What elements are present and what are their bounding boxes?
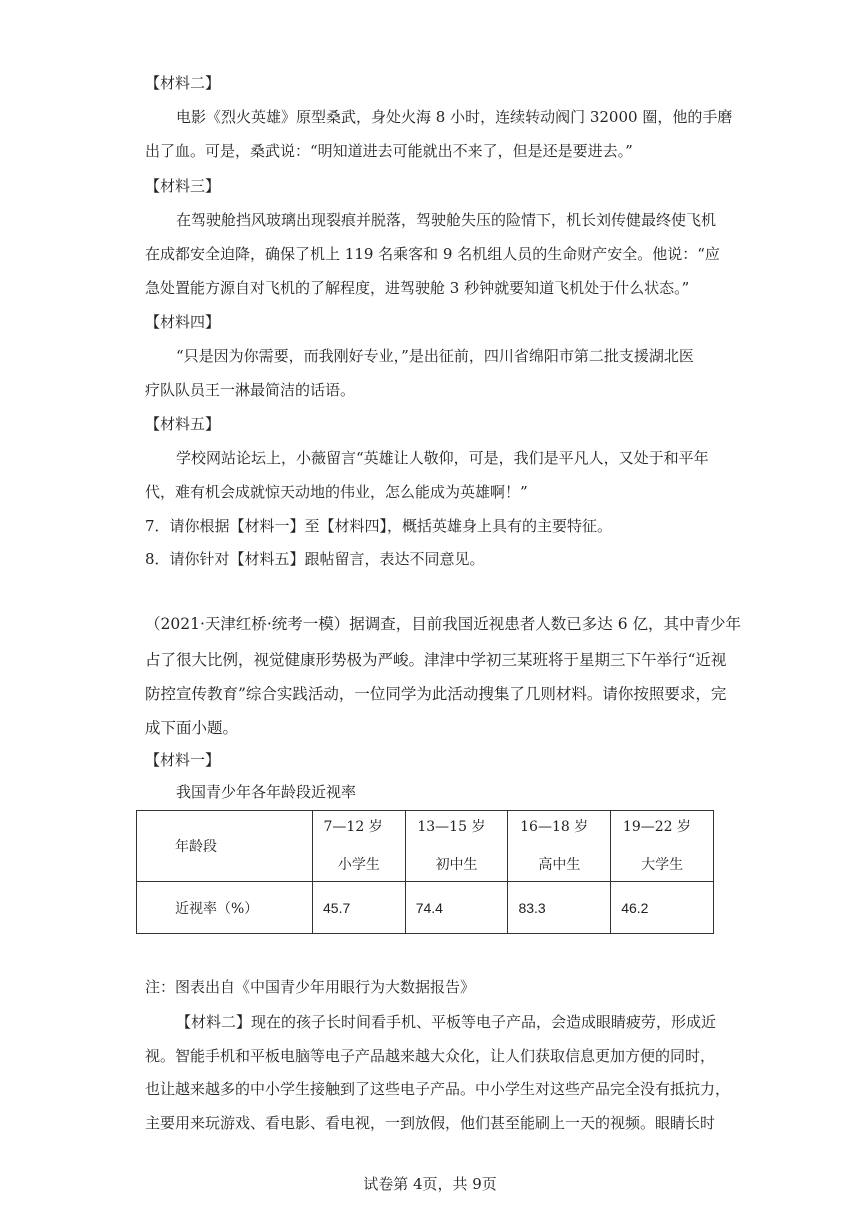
table-header-cell (405, 811, 508, 882)
table-note: 注：图表出自《中国青少年用眼行为大数据报告》 (145, 978, 476, 996)
age-range: 13—15 岁 (417, 819, 486, 835)
table-header-cell (313, 811, 406, 882)
paragraph-line: 代，难有机会成就惊天动地的伟业，怎么能成为英雄啊！” (145, 483, 528, 501)
material-1-heading: 【材料一】 (145, 751, 221, 769)
paragraph-line: 在驾驶舱挡风玻璃出现裂痕并脱落，驾驶舱失压的险情下，机长刘传健最终使飞机 (176, 211, 717, 229)
table-header-cell (611, 811, 714, 882)
table-row (137, 811, 714, 882)
rate-cell: 83.3 (508, 882, 611, 934)
paragraph-line: 急处置能方源自对飞机的了解程度，进驾驶舱 3 秒钟就要知道飞机处于什么状态。” (145, 279, 690, 297)
student-group: 大学生 (641, 857, 684, 873)
paragraph-line: 学校网站论坛上，小薇留言“英雄让人敬仰，可是，我们是平凡人，又处于和平年 (176, 449, 709, 467)
paragraph-line: 【材料二】现在的孩子长时间看手机、平板等电子产品，会造成眼睛疲劳，形成近 (176, 1013, 717, 1031)
question-8: 8．请你针对【材料五】跟帖留言，表达不同意见。 (145, 550, 485, 568)
myopia-rate-table (136, 810, 714, 934)
paragraph-line: 在成都安全迫降，确保了机上 119 名乘客和 9 名机组人员的生命财产安全。他说：“应 (145, 245, 720, 263)
age-range: 19—22 岁 (622, 819, 691, 835)
paragraph-line: 出了血。可是，桑武说：“明知道进去可能就出不来了，但是还是要进去。” (145, 142, 633, 160)
paragraph-line: 视。智能手机和平板电脑等电子产品越来越大众化，让人们获取信息更加方便的同时， (145, 1047, 716, 1065)
paragraph-line: 疗队队员王一淋最简洁的话语。 (145, 381, 356, 399)
rate-cell: 46.2 (611, 882, 714, 934)
paragraph-line: “只是因为你需要，而我刚好专业，”是出征前，四川省绵阳市第二批支援湖北医 (176, 347, 694, 365)
intro-line: （2021·天津红桥·统考一模）据调查，目前我国近视患者人数已多达 6 亿，其中青少年 (145, 615, 742, 633)
page-footer: 试卷第 4页，共 9页 (363, 1175, 497, 1193)
material-4-heading: 【材料四】 (145, 313, 221, 331)
table-row-header: 近视率（%） (137, 882, 313, 934)
table-caption: 我国青少年各年龄段近视率 (176, 783, 357, 801)
rate-cell: 45.7 (313, 882, 406, 934)
intro-line: 成下面小题。 (145, 719, 239, 737)
table-row (137, 882, 714, 934)
student-group: 初中生 (435, 857, 478, 873)
material-2-heading: 【材料二】 (145, 74, 221, 92)
question-7: 7．请你根据【材料一】至【材料四】，概括英雄身上具有的主要特征。 (145, 517, 613, 535)
student-group: 高中生 (538, 857, 581, 873)
rate-cell: 74.4 (405, 882, 508, 934)
intro-line: 占了很大比例，视觉健康形势极为严峻。津津中学初三某班将于星期三下午举行“近视 (145, 651, 727, 669)
student-group: 小学生 (337, 857, 380, 873)
material-5-heading: 【材料五】 (145, 415, 221, 433)
table-row-header: 年龄段 (137, 811, 313, 882)
paragraph-line: 电影《烈火英雄》原型桑武，身处火海 8 小时，连续转动阀门 32000 圈，他的手磨 (176, 108, 733, 126)
table-header-cell (508, 811, 611, 882)
age-range: 7—12 岁 (323, 819, 383, 835)
material-3-heading: 【材料三】 (145, 177, 221, 195)
intro-line: 防控宣传教育”综合实践活动，一位同学为此活动搜集了几则材料。请你按照要求，完 (145, 685, 727, 703)
age-range: 16—18 岁 (520, 819, 589, 835)
paragraph-line: 也让越来越多的中小学生接触到了这些电子产品。中小学生对这些产品完全没有抵抗力， (145, 1080, 731, 1098)
paragraph-line: 主要用来玩游戏、看电影、看电视，一到放假，他们甚至能刷上一天的视频。眼睛长时 (145, 1114, 716, 1132)
